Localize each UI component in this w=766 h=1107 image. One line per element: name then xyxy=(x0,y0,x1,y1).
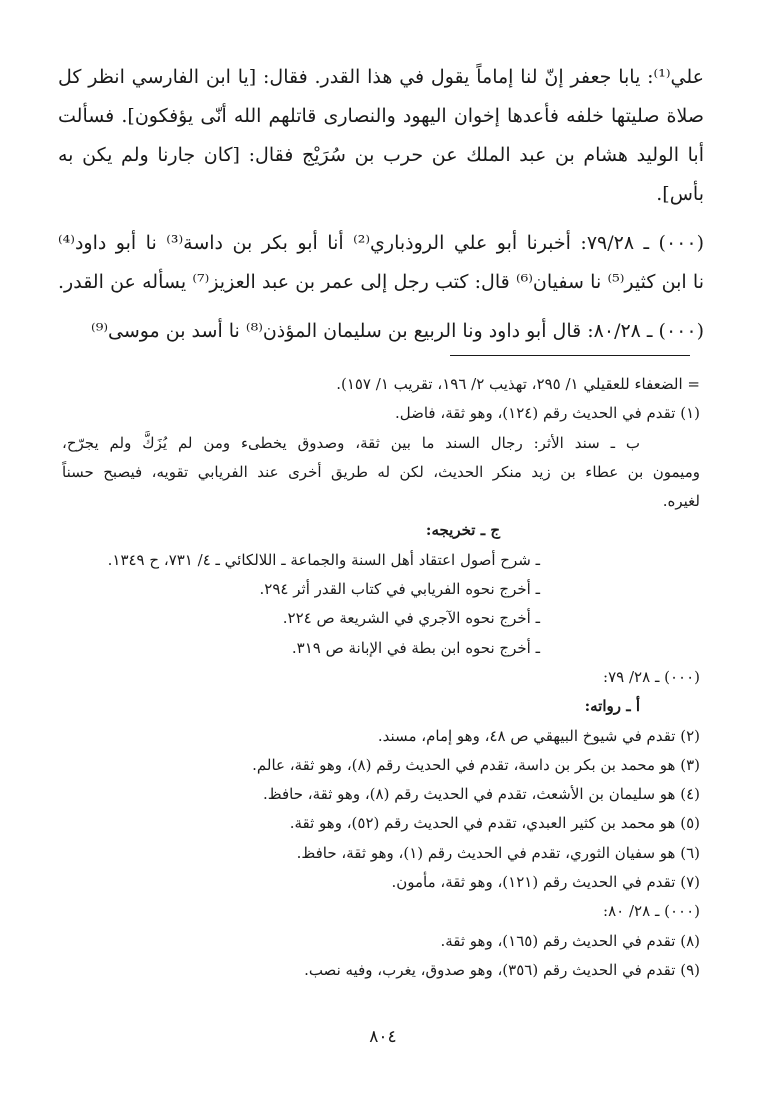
footnote-line: ـ أخرج نحوه الفريابي في كتاب القدر أثر ٢٩٤. xyxy=(259,580,540,599)
hadith-80-line: (٠٠٠) ـ ٨٠/٢٨: قال أبو داود ونا الربيع بن سليمان المؤذن⁽⁸⁾ نا أسد بن موسى⁽⁹⁾ xyxy=(91,320,704,342)
footnote-line: (٢) تقدم في شيوخ البيهقي ص ٤٨، وهو إمام، مسند. xyxy=(377,726,700,745)
footnote-line: لغيره. xyxy=(662,492,700,511)
hadith-79-line: (٠٠٠) ـ ٧٩/٢٨: أخبرنا أبو علي الروذباري⁽²⁾ أنا أبو بكر بن داسة⁽³⁾ نا أبو داود⁽⁴⁾ xyxy=(58,232,705,254)
footnote-line: (١) تقدم في الحديث رقم (١٢٤)، وهو ثقة، فاضل. xyxy=(395,404,700,423)
footnote-line: (٩) تقدم في الحديث رقم (٣٥٦)، وهو صدوق، يغرب، وفيه نصب. xyxy=(304,960,700,979)
footnote-line: (٠٠٠) ـ ٢٨/ ٧٩: xyxy=(603,667,700,686)
main-line: بأس]. xyxy=(656,183,704,205)
footnote-line: (٣) هو محمد بن بكر بن داسة، تقدم في الحديث رقم (٨)، وهو ثقة، عالم. xyxy=(252,755,700,774)
page-number: ٨٠٤ xyxy=(369,1027,397,1047)
footnote-line: ـ أخرج نحوه ابن بطة في الإبانة ص ٣١٩. xyxy=(291,638,540,657)
footnote-line: = الضعفاء للعقيلي ١/ ٢٩٥، تهذيب ٢/ ١٩٦، تقريب ١/ ١٥٧). xyxy=(336,375,700,393)
main-line: أبا الوليد هشام بن عبد الملك عن حرب بن سُرَيْج فقال: [كان جارنا ولم يكن به xyxy=(58,144,704,166)
footnote-line: (٧) تقدم في الحديث رقم (١٢١)، وهو ثقة، مأمون. xyxy=(391,873,700,892)
footnote-heading: أ ـ رواته: xyxy=(584,697,640,716)
footnote-line: (٥) هو محمد بن كثير العبدي، تقدم في الحديث رقم (٥٢)، وهو ثقة. xyxy=(289,814,700,833)
footnote-line: ب ـ سند الأثر: رجال السند ما بين ثقة، وصدوق يخطىء ومن لم يُزَكَّ ولم يجرّح، xyxy=(62,433,640,452)
footnote-line: (٠٠٠) ـ ٢٨/ ٨٠: xyxy=(603,902,700,921)
footnote-line: وميمون بن عطاء بن زيد منكر الحديث، لكن له طريق أخرى عند الفريابي تقويه، فيصبح حسناً xyxy=(62,462,700,481)
footnotes xyxy=(62,370,700,985)
hadith-79-line: نا ابن كثير⁽⁵⁾ نا سفيان⁽⁶⁾ قال: كتب رجل إلى عمر بن عبد العزيز⁽⁷⁾ يسأله عن القدر. xyxy=(58,271,704,293)
main-line: علي⁽¹⁾: يابا جعفر إنّ لنا إماماً يقول في هذا القدر. فقال: [يا ابن الفارسي انظر كل xyxy=(58,66,704,88)
footnote-line: (٦) هو سفيان الثوري، تقدم في الحديث رقم (١)، وهو ثقة، حافظ. xyxy=(296,843,700,862)
footnote-heading: ج ـ تخريجه: xyxy=(425,521,500,540)
main-line: صلاة صليتها خلفه فأعدها إخوان اليهود والنصارى قاتلهم الله أنّى يؤفكون]. فسألت xyxy=(58,105,704,127)
footnote-separator xyxy=(450,355,690,356)
footnote-line: (٨) تقدم في الحديث رقم (١٦٥)، وهو ثقة. xyxy=(440,931,700,950)
footnote-line: ـ شرح أصول اعتقاد أهل السنة والجماعة ـ اللالكائي ـ ٤/ ٧٣١، ح ١٣٤٩. xyxy=(107,550,540,569)
main-text xyxy=(58,58,704,351)
footnote-line: (٤) هو سليمان بن الأشعث، تقدم في الحديث رقم (٨)، وهو ثقة، حافظ. xyxy=(262,785,700,804)
footnote-line: ـ أخرج نحوه الآجري في الشريعة ص ٢٢٤. xyxy=(282,609,540,628)
